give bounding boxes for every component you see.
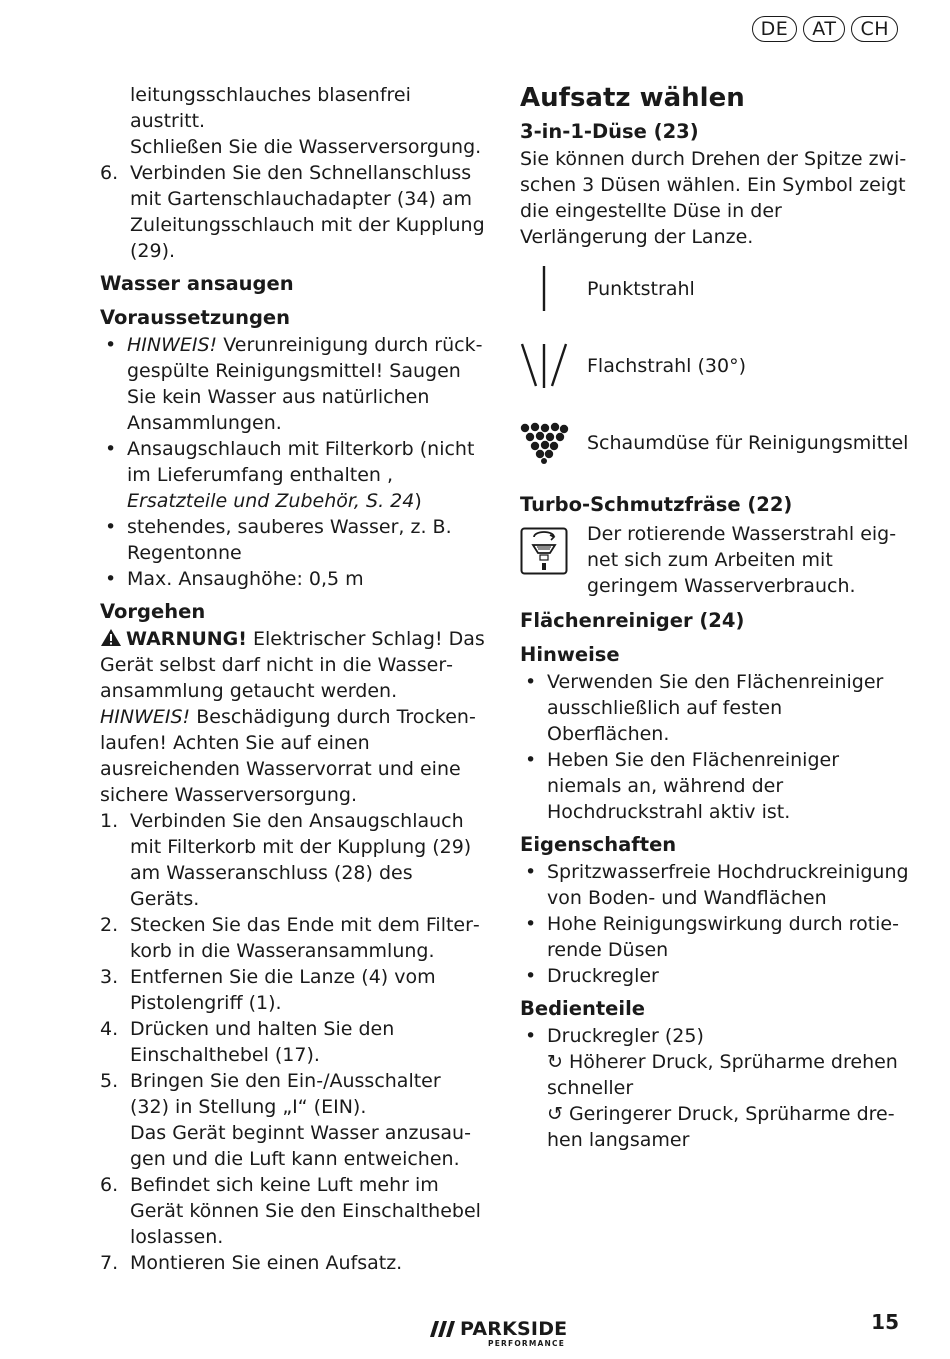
turbo-row	[520, 521, 910, 599]
paragraph-3in1: Sie können durch Drehen der Spitze zwischen 3 Düsen wählen. Ein Symbol zeigt die eingestellte Düse in der Verlängerung der Lanze.	[520, 148, 907, 248]
paragraph-turbo: Der rotierende Wasserstrahl eignet sich zum Arbeiten mit geringem Wasserverbrauch.	[587, 523, 897, 597]
step-5-continuation: Das Gerät beginnt Wasser anzusaugen und die Luft kann entweichen.	[130, 1122, 471, 1170]
heading-3in1-duese: 3-in-1-Düse (23)	[520, 120, 699, 143]
list-item: • Verwenden Sie den Flächenreiniger ausschließlich auf festen Oberflächen.	[520, 669, 910, 747]
heading-vorgehen: Vorgehen	[100, 600, 206, 623]
warning-label: WARNUNG!	[126, 628, 247, 650]
symbol-row-punktstrahl	[520, 250, 910, 327]
step-number: 1.	[100, 810, 119, 832]
list-item: • Hohe Reinigungswirkung durch rotierende Düsen	[520, 911, 910, 963]
list-item	[100, 332, 485, 436]
symbol-label: Flachstrahl (30°)	[587, 354, 747, 377]
symbol-row-schaumduese	[520, 404, 910, 481]
step-text: Verbinden Sie den Schnellanschluss mit Gartenschlauchadapter (34) am Zuleitungsschlauch mit der Kupplung (29).	[130, 162, 485, 262]
flat-jet-icon	[520, 340, 587, 392]
bedienteile-list	[520, 1023, 910, 1153]
warning-triangle-icon	[100, 628, 122, 647]
heading-voraussetzungen: Voraussetzungen	[100, 306, 291, 329]
list-item	[100, 912, 485, 964]
step-text: Entfernen Sie die Lanze (4) vom Pistolengriff (1).	[130, 966, 436, 1014]
list-item: • Heben Sie den Flächenreiniger niemals an, während der Hochdruckstrahl aktiv ist.	[520, 747, 910, 825]
heading-bedienteile: Bedienteile	[520, 997, 645, 1020]
intro-line-1: leitungsschlauches blasenfrei austritt.	[130, 84, 411, 132]
warning-paragraph	[100, 626, 485, 704]
point-jet-icon	[520, 263, 587, 315]
bullet-text-end: )	[414, 490, 422, 512]
turbo-nozzle-icon	[520, 521, 587, 599]
intro-line-2: Schließen Sie die Wasserversorgung.	[130, 136, 482, 158]
hinweis-paragraph	[100, 704, 485, 808]
step-list-main	[100, 808, 485, 1276]
badge-de: DE	[752, 16, 798, 42]
hinweis-label: HINWEIS!	[127, 334, 218, 356]
step-number: 5.	[100, 1070, 119, 1092]
step-list-pre	[100, 160, 485, 264]
left-column	[100, 82, 485, 1276]
symbol-label: Punktstrahl	[587, 277, 695, 300]
step-text: Drücken und halten Sie den Einschalthebel (17).	[130, 1018, 395, 1066]
list-item	[100, 514, 485, 566]
logo-wordmark: PARKSIDE	[460, 1318, 568, 1340]
section-title: Aufsatz wählen	[520, 83, 745, 113]
list-item	[100, 1172, 485, 1250]
badge-ch: CH	[851, 16, 898, 42]
list-item	[100, 1068, 485, 1120]
warning-text: Elektrischer Schlag! Das Gerät selbst darf nicht in die Wasseransammlung getaucht werden.	[100, 628, 485, 702]
symbol-row-flachstrahl	[520, 327, 910, 404]
step-number: 3.	[100, 966, 119, 988]
right-column	[520, 82, 910, 1153]
list-item	[100, 566, 485, 592]
step-text: Befindet sich keine Luft mehr im Gerät können Sie den Einschalthebel loslassen.	[130, 1174, 481, 1248]
step-text: Verbinden Sie den Ansaugschlauch mit Filterkorb mit der Kupplung (29) am Wasseranschluss (28) des Geräts.	[130, 810, 472, 910]
step-number: 4.	[100, 1018, 119, 1040]
step-text: Montieren Sie einen Aufsatz.	[130, 1252, 403, 1274]
bullet-text: Druckregler (25)	[547, 1025, 704, 1047]
heading-turbo: Turbo-Schmutzfräse (22)	[520, 493, 793, 516]
list-item	[100, 436, 485, 514]
hinweise-list	[520, 669, 910, 825]
parkside-logo	[430, 1318, 582, 1352]
voraussetzungen-list	[100, 332, 485, 592]
intro-continuation	[100, 82, 485, 160]
bullet-text: stehendes, sauberes Wasser, z. B. Regentonne	[127, 516, 452, 564]
hinweis-text: Beschädigung durch Trockenlaufen! Achten Sie auf einen ausreichenden Wasservorrat und eine sichere Wasserversorgung.	[100, 706, 476, 806]
list-item	[100, 1016, 485, 1068]
list-item	[100, 964, 485, 1016]
counterclockwise-icon: ↺	[547, 1103, 563, 1125]
step-number: 6.	[100, 162, 119, 184]
foam-nozzle-icon	[520, 422, 587, 464]
logo-subline: PERFORMANCE	[488, 1339, 566, 1348]
page-number: 15	[871, 1310, 899, 1334]
clockwise-text: Höherer Druck, Sprüharme drehen schneller	[547, 1051, 898, 1099]
list-item	[100, 160, 485, 264]
counterclockwise-text: Geringerer Druck, Sprüharme drehen langsamer	[547, 1103, 895, 1151]
list-item	[520, 1023, 910, 1153]
step-number: 6.	[100, 1174, 119, 1196]
bullet-text: Max. Ansaughöhe: 0,5 m	[127, 568, 364, 590]
list-item	[100, 808, 485, 912]
logo-stripes-icon	[430, 1321, 456, 1337]
step-text: Stecken Sie das Ende mit dem Filterkorb in die Wasseransammlung.	[130, 914, 480, 962]
country-badges	[752, 16, 898, 42]
bullet-text: Verunreinigung durch rückgespülte Reinigungsmittel! Saugen Sie kein Wasser aus natürlichen Ansammlungen.	[127, 334, 483, 434]
bullet-text: Ansaugschlauch mit Filterkorb (nicht im Lieferumfang enthalten ,	[127, 438, 475, 486]
badge-at: AT	[803, 16, 845, 42]
step-number: 7.	[100, 1252, 119, 1274]
step-number: 2.	[100, 914, 119, 936]
list-item: • Spritzwasserfreie Hochdruckreinigung von Boden- und Wandflächen	[520, 859, 910, 911]
heading-hinweise: Hinweise	[520, 643, 620, 666]
heading-eigenschaften: Eigenschaften	[520, 833, 677, 856]
clockwise-icon: ↻	[547, 1051, 563, 1073]
heading-wasser-ansaugen: Wasser ansaugen	[100, 272, 294, 295]
eigenschaften-list	[520, 859, 910, 989]
list-item	[100, 1250, 485, 1276]
cross-reference: Ersatzteile und Zubehör, S. 24	[127, 490, 415, 512]
hinweis-label: HINWEIS!	[100, 706, 191, 728]
step-text: Bringen Sie den Ein-/Ausschalter (32) in Stellung „I“ (EIN).	[130, 1070, 441, 1118]
heading-flaechenreiniger: Flächenreiniger (24)	[520, 609, 745, 632]
symbol-label: Schaumdüse für Reinigungsmittel	[587, 431, 909, 454]
list-item: • Druckregler	[520, 963, 910, 989]
